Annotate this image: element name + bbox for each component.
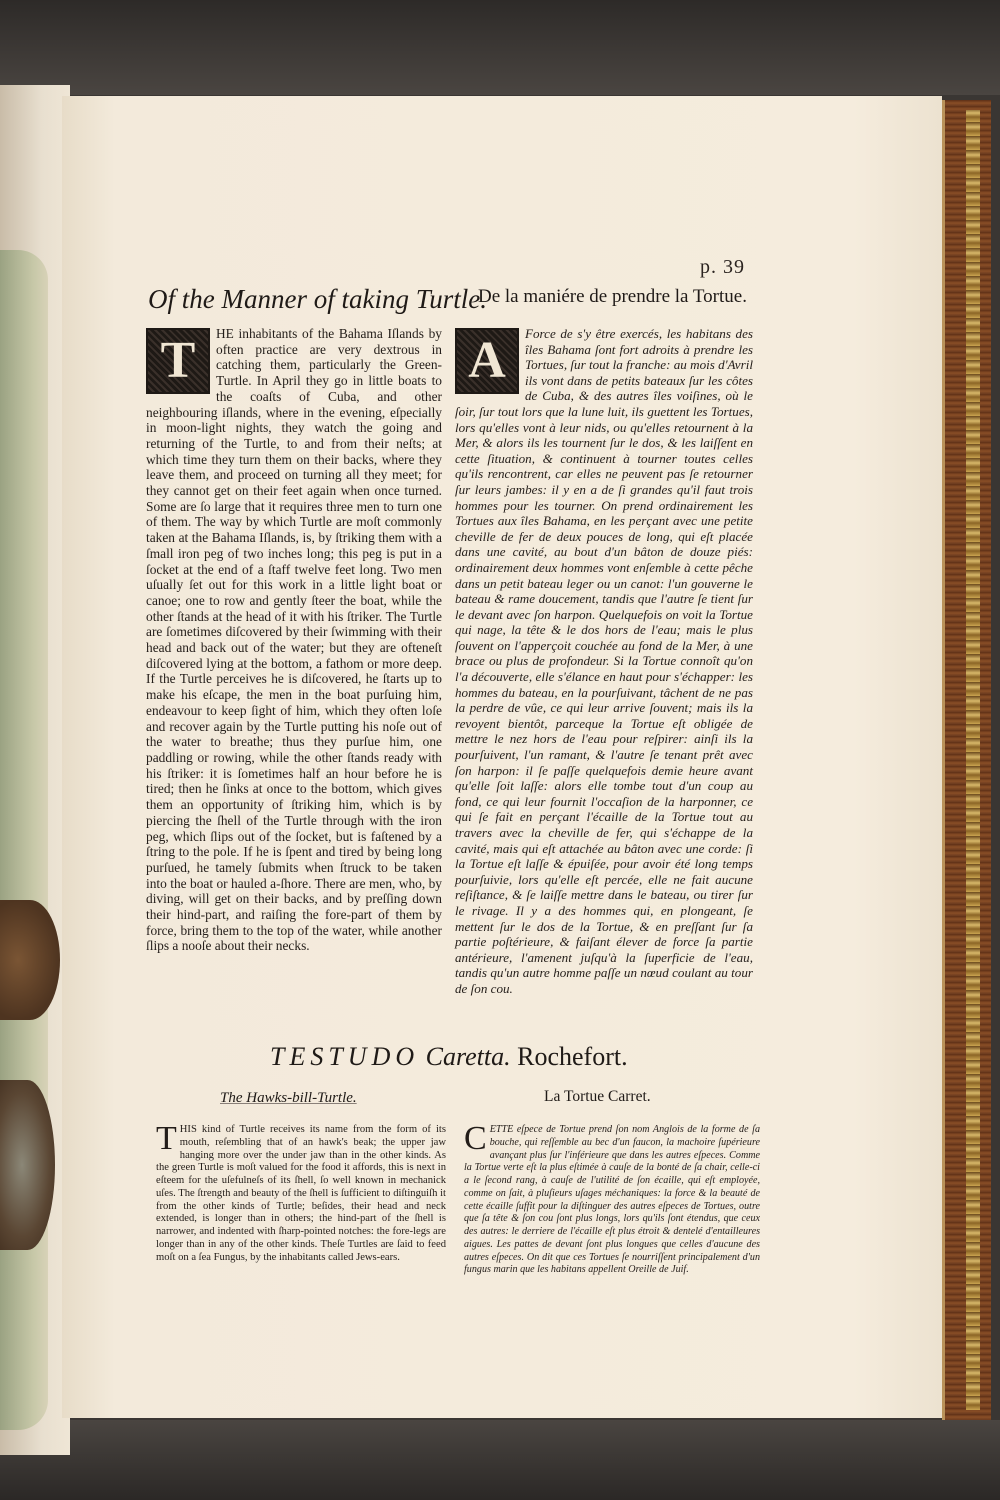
initial-letter: C — [464, 1120, 487, 1157]
french-column-1 — [455, 326, 753, 997]
heading-english: Of the Manner of taking Turtle. — [148, 284, 487, 314]
initial-letter: T — [156, 1120, 177, 1157]
english-paragraph-2: HIS kind of Turtle receives its name from the form of its mouth, reſembling that of an hawk's beak; the upper jaw hanging more over the under jaw than in the other kinds. As the green Turtle is moſt valued for the food it affords, this is next in eſteem for the uſefulneſs of its ſhell, ſo well known in mechanick uſes. The ſtrength and beauty of the ſhell is ſufficient to diſtinguiſh it from the other kinds of Turtle; beſides, their head and neck extended, is longer than in others; the hind-part of the ſhell is narrower, and indented with ſharp-pointed notches: the fore-legs are longer than in any of the other kinds. Theſe Turtles are ſaid to feed moſt on a ſea Fungus, by the inhabitants called Jews-ears. — [156, 1124, 446, 1263]
english-column-1 — [146, 326, 442, 954]
plate-turtle-shell — [0, 900, 60, 1020]
subheading-french: La Tortue Carret. — [544, 1088, 651, 1105]
french-column-2 — [464, 1120, 760, 1277]
plate-turtle-eggs — [0, 1080, 55, 1250]
species-title — [270, 1042, 628, 1072]
page-number: p. 39 — [700, 256, 745, 278]
facing-plate-illustration — [0, 250, 48, 1430]
background-top — [0, 0, 1000, 95]
ornamental-dropcap: T — [146, 328, 210, 394]
heading-french: De la maniére de prendre la Tortue. — [478, 286, 747, 307]
gilt-spine-decoration — [966, 110, 980, 1410]
french-paragraph-1: Force de s'y être exercés, les habitans des îles Bahama ſont fort adroits à prendre les Tortues, ſur tout la franche: au mois d'Avril ils vont dans de petits bateaux ſur les côtes de Cuba, & des autres îles voiſines, où le ſoir, ſur tout lors que la lune luit, ils guettent les Tortues, lors qu'elles vont à leur nids, ou qu'elles retournent à la Mer, & alors ils les tournent ſur le dos, & les laiſſent en cette ſituation, & continuent à tourner toutes celles qu'ils rencontrent, car elles ne peuvent pas ſe retourner ſur leurs jambes: il y en a de ſi grandes qu'il faut trois hommes pour les tourner. On prend ordinairement les Tortues aux îles Bahama, en les perçant avec une petite cheville de fer de deux pouces de long, qui eſt placée dans une cavité, au bout d'un bâton de douze piés: ordinairement deux hommes vont enſemble à cette pêche dans un petit bateau leger ou un canot: l'un gouverne le bateau & rame doucement, tandis que l'autre ſe tient ſur le devant avec ſon harpon. Quelquefois on voit la Tortue qui nage, la tête & le dos hors de l'eau; mais le plus ſouvent on l'apperçoit couchée au fond de la Mer, à une brace ou plus de profondeur. Si la Tortue connoît qu'on l'a découverte, elle s'élance en haut pour s'échapper: les hommes du bateau, en la pourſuivant, tâchent de ne pas la perdre de vûe, ce qui leur arrive ſouvent; mais ils la revoyent bientôt, parceque la Tortue eſt obligée de mettre le nez hors de l'eau pour reſpirer: ainſi ils la pourſuivent, l'un ramant, & l'autre ſe tenant prêt avec ſon harpon: il ſe paſſe quelquefois demie heure avant qu'elle ſoit laſſe: alors elle tombe tout d'un coup au fond, ce qui leur fournit l'occaſion de la harponner, ce qui ſe fait en perçant l'écaille de la Tortue tout au travers avec la cheville de fer, qui s'échappe de la cavité, mais qui eſt attachée au bâton avec une corde: ſi la Tortue eſt laſſe & épuiſée, pour avoir été long temps pourſuivie, lors qu'elle eſt percée, elle ne fait aucune reſiſtance, & ſe laiſſe mettre dans le bateau, ou tirer ſur le rivage. Il y a des hommes qui, en plongeant, ſe mettent ſur le dos de la Tortue, & en preſſant ſur ſa partie poſtérieure, & faiſant élever de force ſa partie antérieure, l'amenent juſqu'à la ſuperficie de l'eau, tandis qu'un autre homme paſſe un nœud coulant au tour de ſon cou. — [455, 326, 753, 996]
species-name: Caretta. — [425, 1042, 511, 1071]
english-column-2 — [156, 1120, 446, 1264]
french-paragraph-2: ETTE eſpece de Tortue prend ſon nom Anglois de la forme de ſa bouche, qui reſſemble au bec d'un faucon, la machoire ſupérieure avançant plus ſur l'inférieure que dans les autres eſpeces. Comme la Tortue verte eſt la plus eſtimée à cauſe de la bonté de ſa chair, celle-ci a le ſecond rang, à cauſe de l'utilité de ſon écaille, qui eſt employée, comme on ſait, à pluſieurs uſages méchaniques: la force & la beauté de cette écaille ſuffit pour la diſtinguer des autres eſpeces de Tortues, outre que ſa tête & ſon cou ſont plus longs, lors qu'ils ſont étendus, que ceux des autres: le derriere de l'écaille eſt plus étroit & dentelé d'entailleures aigues. Les pattes de devant ſont plus longues que celles d'aucune des autres eſpeces. On dit que ces Tortues ſe nourriſſent principalement d'un fungus marin que les habitans appellent Oreille de Juif. — [464, 1124, 760, 1276]
subheading-english: The Hawks-bill-Turtle. — [220, 1090, 357, 1106]
background-bottom — [0, 1420, 1000, 1500]
ornamental-dropcap: A — [455, 328, 519, 394]
english-paragraph-1: HE inhabitants of the Bahama Iſlands by often practice are very dextrous in catching them, particularly the Green-Turtle. In April they go in little boats to the coaſts of Cuba, and other neighbouring iſlands, where in the evening, eſpecially in moon-light nights, they watch the going and returning of the Turtle, to and from their neſts; at which time they turn them on their backs, where they leave them, and proceed on turning all they meet; for they cannot get on their feet again when once turned. Some are ſo large that it requires three men to turn one of them. The way by which Turtle are moſt commonly taken at the Bahama Iſlands, is, by ſtriking them with a ſmall iron peg of two inches long; this peg is put in a ſocket at the end of a ſtaff twelve feet long. Two men uſually ſet out for this work in a little light boat or canoe; one to row and gently ſteer the boat, while the other ſtands at the head of it with his ſtriker. The Turtle are ſometimes diſcovered by their ſwimming with their head and back out of the water; but they are ofteneſt diſcovered lying at the bottom, a fathom or more deep. If the Turtle perceives he is diſcovered, he ſtarts up to make his eſcape, the men in the boat purſuing him, endeavour to keep ſight of him, which they often loſe and recover again by the Turtle putting his noſe out of the water to breathe; thus they purſue him, one paddling or rowing, while the other ſtands ready with his ſtriker: it is ſometimes half an hour before he is tired; then he ſinks at once to the bottom, which gives them an opportunity of ſtriking him, which is by piercing the ſhell of the Turtle through with the iron peg, which ſlips out of the ſocket, but is faſtened by a ſtring to the pole. If he is ſpent and tired by being long purſued, he tamely ſubmits when ſtruck to be taken into the boat or hauled a-ſhore. There are men, who, by diving, will get on their backs, and by preſſing down their hind-part, and raiſing the fore-part of them by force, bring them to the top of the water, while another ſlips a nooſe about their necks. — [146, 326, 442, 954]
genus-name: TESTUDO — [270, 1042, 420, 1071]
author-name: Rochefort. — [517, 1042, 628, 1071]
